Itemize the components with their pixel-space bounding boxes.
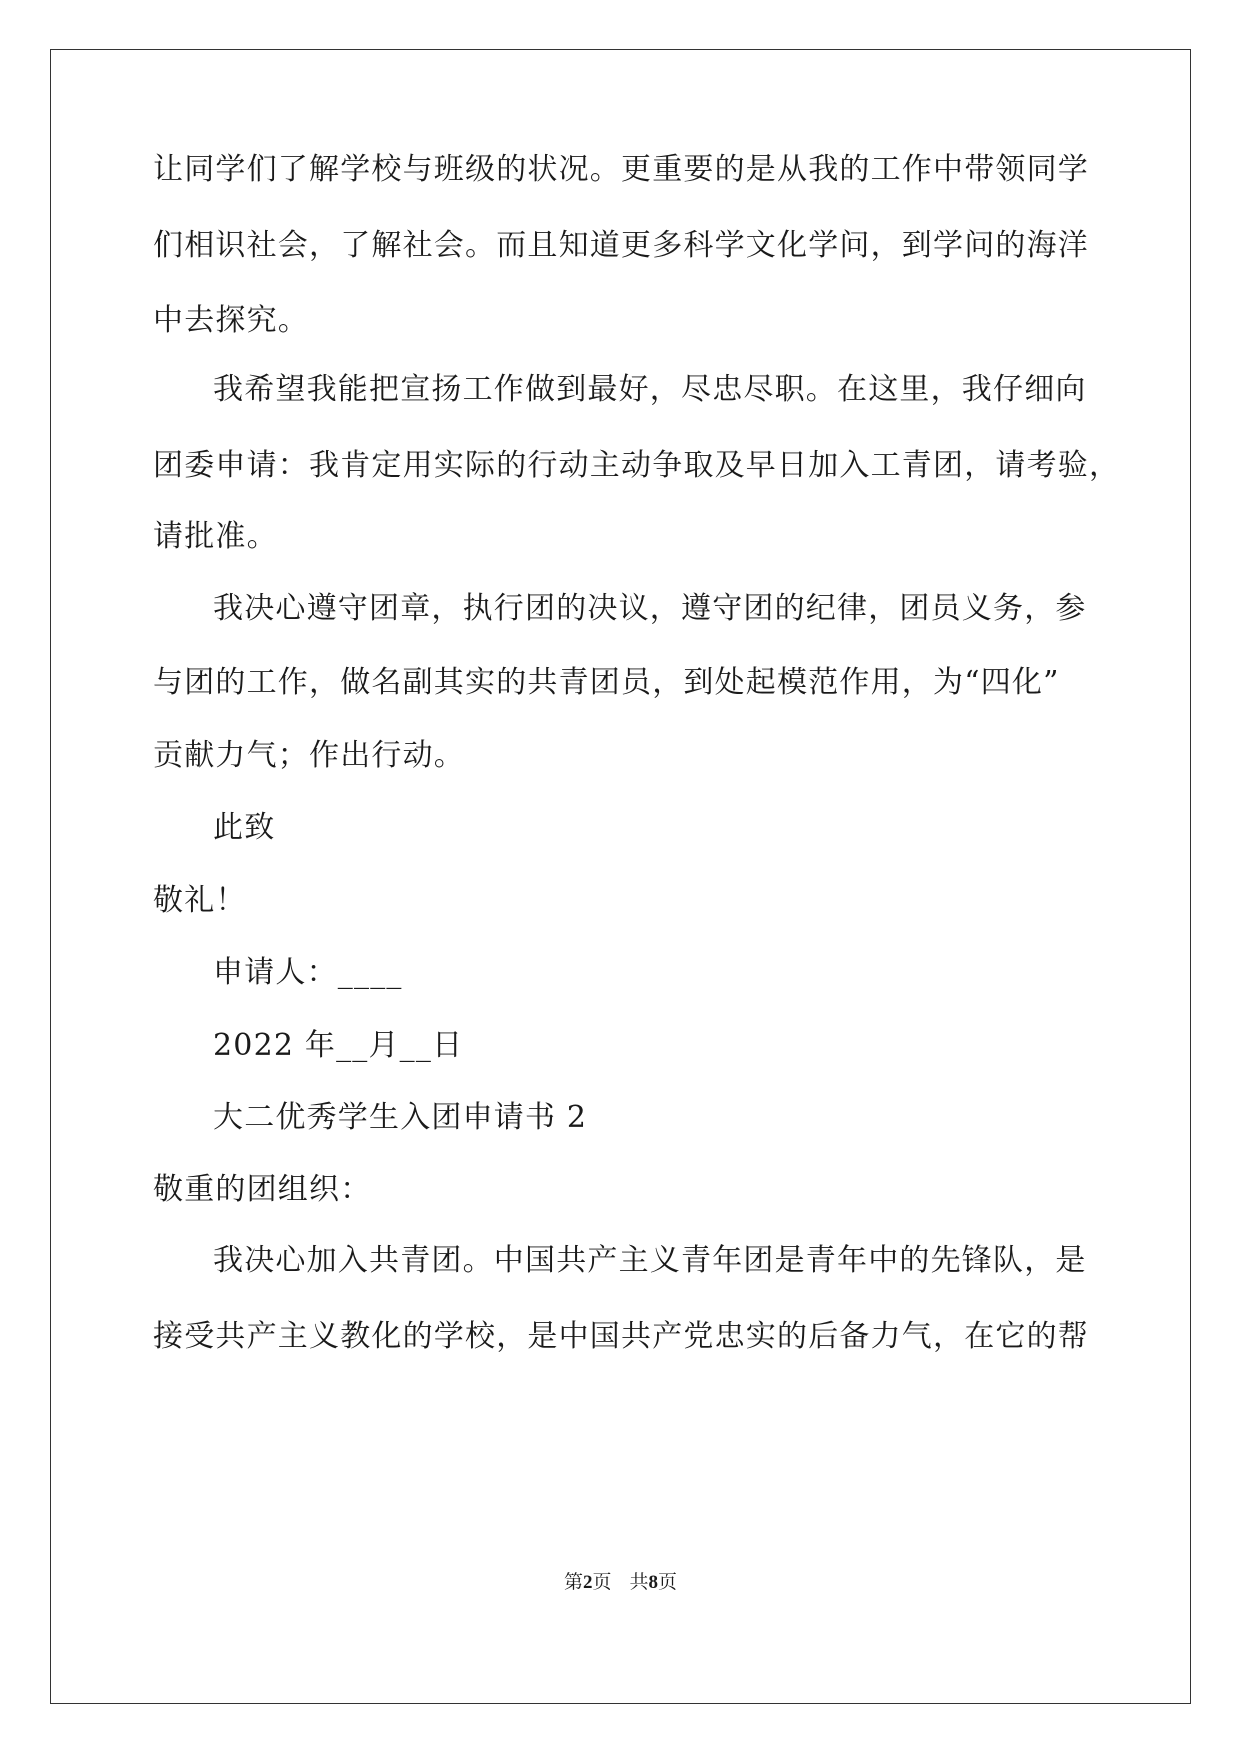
date-line: 2022 年__月__日 bbox=[213, 1028, 464, 1063]
body-text-line: 我决心加入共青团。中国共产主义青年团是青年中的先锋队，是 bbox=[213, 1243, 1087, 1278]
body-text-line: 让同学们了解学校与班级的状况。更重要的是从我的工作中带领同学 bbox=[153, 152, 1089, 187]
page-footer bbox=[0, 1570, 1241, 1596]
footer-total-prefix: 共 bbox=[629, 1572, 649, 1593]
body-text-line: 请批准。 bbox=[153, 519, 278, 554]
applicant-signature-line: 申请人：____ bbox=[213, 955, 403, 990]
body-text-line: 团委申请：我肯定用实际的行动主动争取及早日加入工青团，请考验， bbox=[153, 448, 1121, 483]
footer-total-number: 8 bbox=[648, 1572, 659, 1593]
body-text-line: 中去探究。 bbox=[153, 303, 309, 338]
body-text-line: 贡献力气；作出行动。 bbox=[153, 738, 465, 773]
page-border bbox=[50, 49, 1191, 1704]
body-text-line: 接受共产主义教化的学校，是中国共产党忠实的后备力气，在它的帮 bbox=[153, 1319, 1089, 1354]
body-text-line: 们相识社会，了解社会。而且知道更多科学文化学问，到学问的海洋 bbox=[153, 228, 1089, 263]
section-title: 大二优秀学生入团申请书 2 bbox=[213, 1100, 588, 1135]
body-text-line: 我决心遵守团章，执行团的决议，遵守团的纪律，团员义务，参 bbox=[213, 591, 1087, 626]
footer-page-prefix: 第 bbox=[563, 1572, 583, 1593]
greeting-line: 敬重的团组织： bbox=[153, 1172, 372, 1207]
closing-salutation: 此致 bbox=[213, 810, 276, 845]
body-text-line: 与团的工作，做名副其实的共青团员，到处起模范作用，为“四化” bbox=[153, 665, 1060, 700]
footer-page-suffix: 页 bbox=[592, 1572, 612, 1593]
footer-total-suffix: 页 bbox=[658, 1572, 678, 1593]
closing-regards: 敬礼！ bbox=[153, 883, 247, 918]
footer-page-number: 2 bbox=[582, 1572, 593, 1593]
body-text-line: 我希望我能把宣扬工作做到最好，尽忠尽职。在这里，我仔细向 bbox=[213, 372, 1087, 407]
